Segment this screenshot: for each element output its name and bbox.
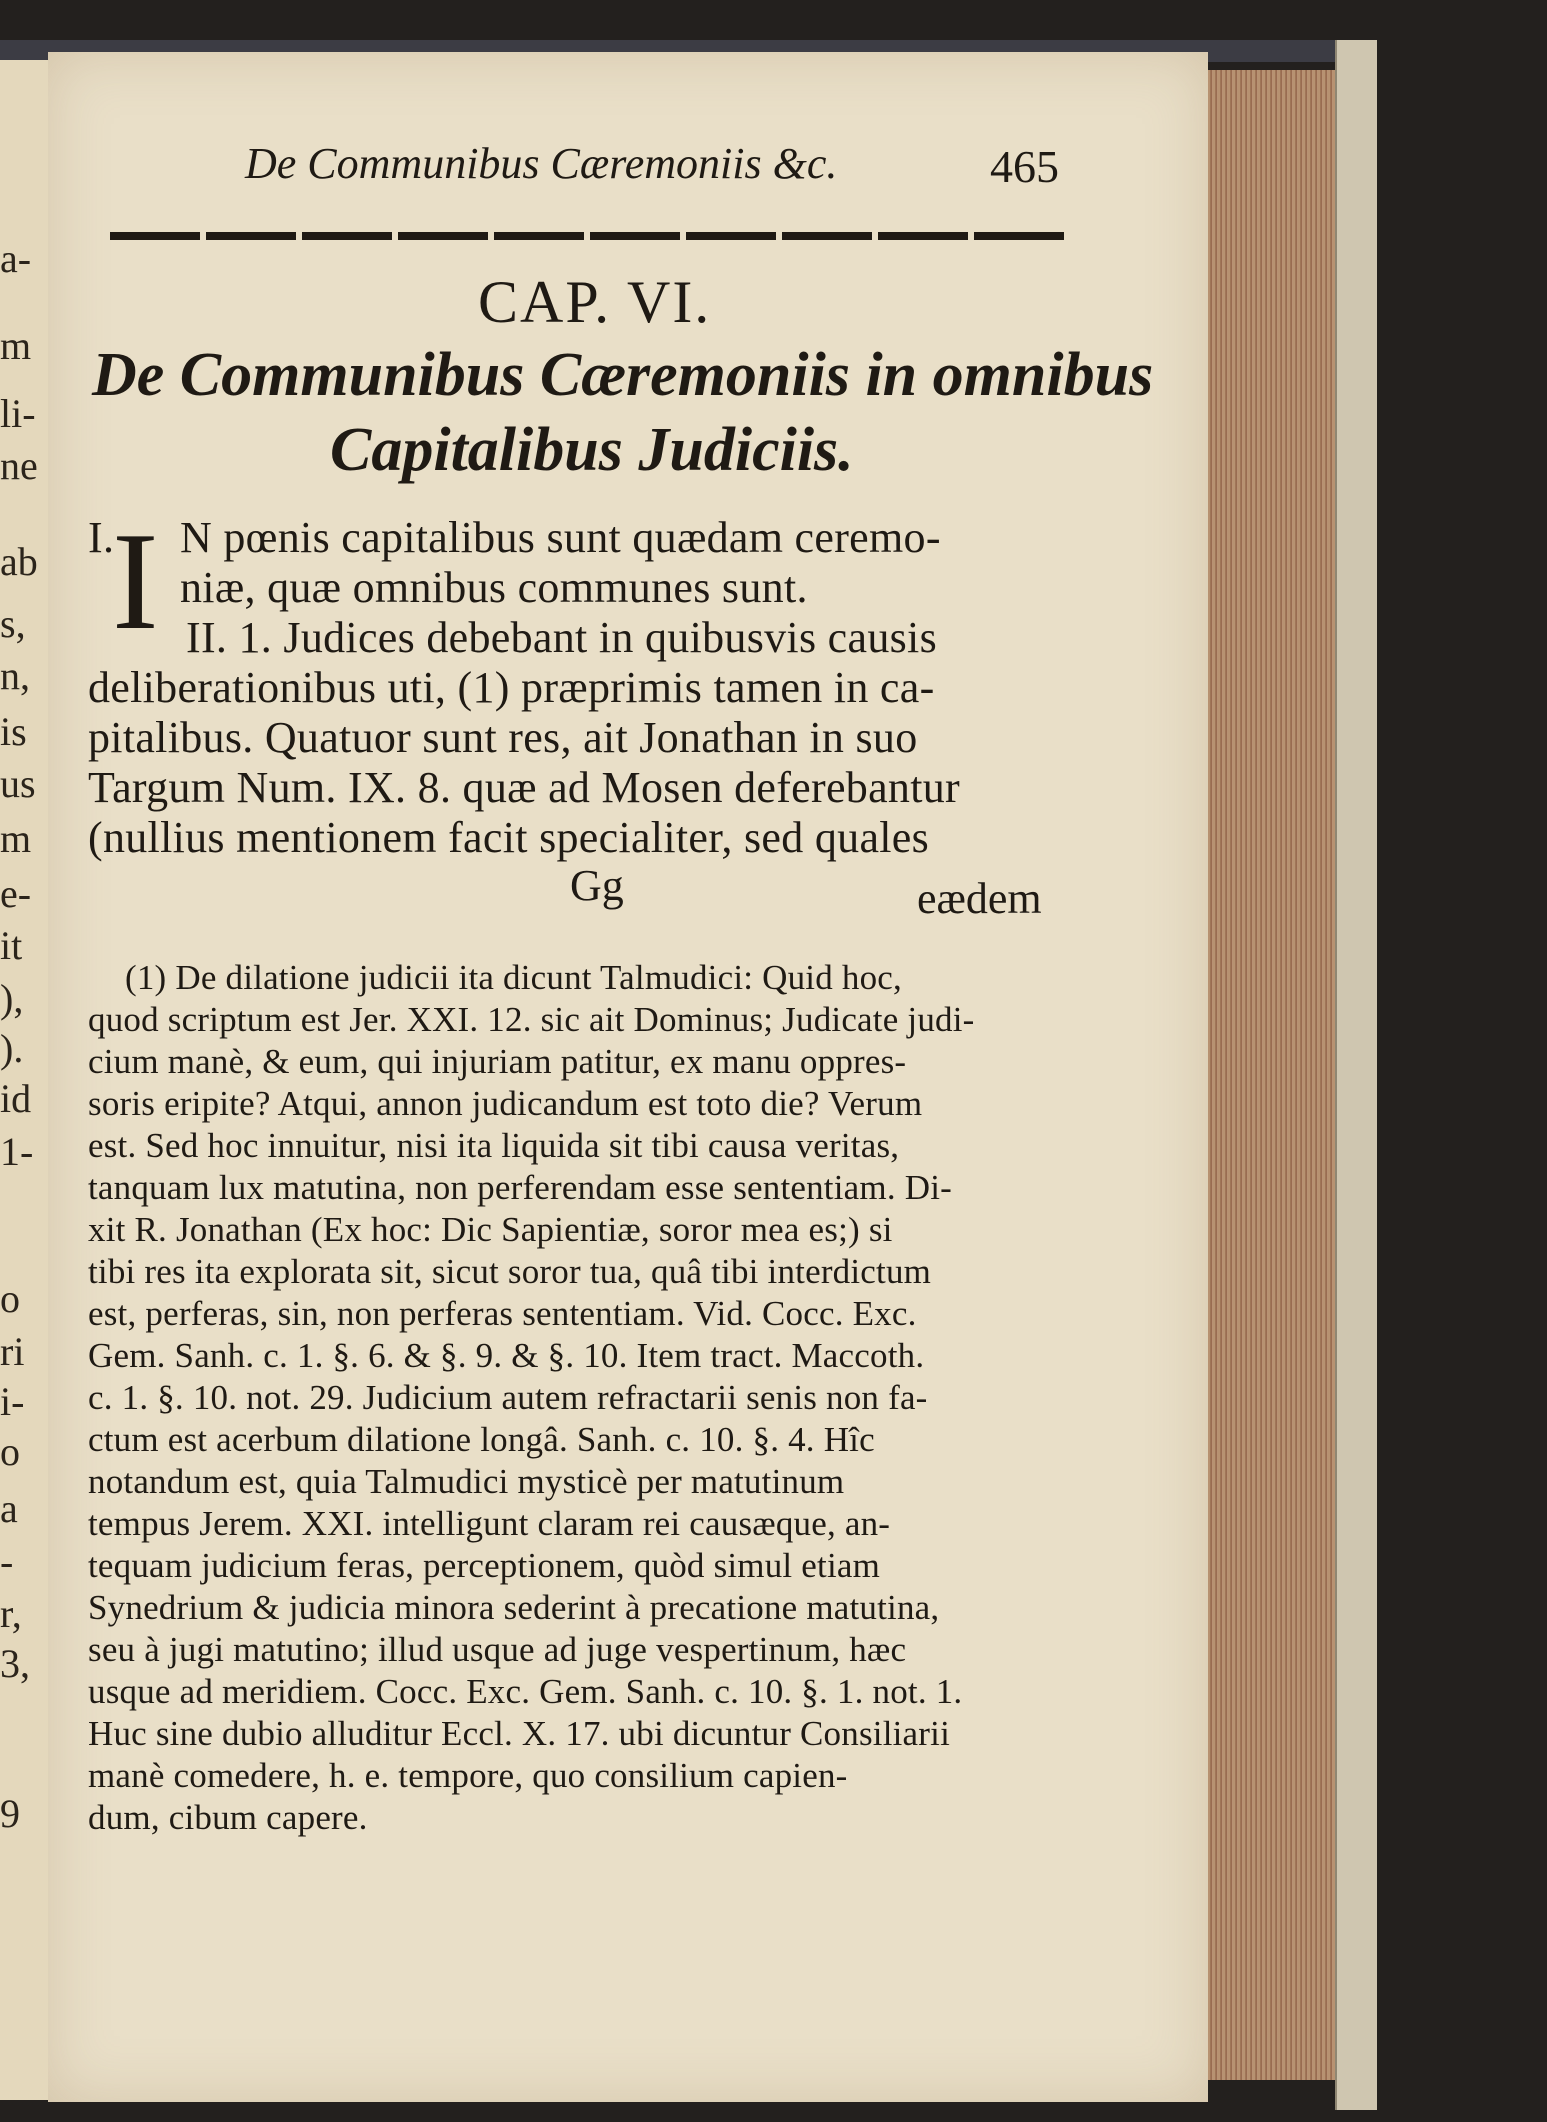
prev-fragment: 1- — [0, 1129, 34, 1174]
footnote-line: tempus Jerem. XXI. intelligunt claram rei causæque, an- — [88, 1504, 891, 1543]
footnote-line: Synedrium & judicia minora sederint à precatione matutina, — [88, 1588, 940, 1627]
body-line: pitalibus. Quatuor sunt res, ait Jonathan in suo — [88, 713, 918, 762]
prev-fragment: 3, — [0, 1641, 30, 1686]
footnote-line: notandum est, quia Talmudici mysticè per matutinum — [88, 1462, 845, 1501]
footnote-line: tibi res ita explorata sit, sicut soror tua, quâ tibi interdictum — [88, 1252, 932, 1291]
footnote-line: tanquam lux matutina, non perferendam esse sententiam. Di- — [88, 1168, 952, 1207]
footnote-line: cium manè, & eum, qui injuriam patitur, ex manu oppres- — [88, 1042, 907, 1081]
prev-fragment: is — [0, 709, 27, 754]
prev-fragment: s, — [0, 601, 26, 646]
prev-fragment: n, — [0, 653, 30, 698]
footnote-line: est. Sed hoc innuitur, nisi ita liquida sit tibi causa veritas, — [88, 1126, 900, 1165]
prev-fragment: ne — [0, 443, 38, 488]
footnote-line: (1) De dilatione judicii ita dicunt Talmudici: Quid hoc, — [125, 958, 902, 997]
prev-fragment: m — [0, 816, 32, 861]
prev-fragment: a- — [0, 236, 32, 281]
chapter-title-line-2: Capitalibus Judiciis. — [330, 416, 854, 484]
footnote-line: ctum est acerbum dilatione longâ. Sanh. c. 10. §. 4. Hîc — [88, 1420, 875, 1459]
page-number: 465 — [990, 141, 1059, 192]
drop-cap: I — [112, 504, 159, 659]
page-fore-edge — [1200, 70, 1338, 2080]
footnote-line: Huc sine dubio alluditur Eccl. X. 17. ubi dicuntur Consiliarii — [88, 1714, 950, 1753]
previous-page-edge — [0, 60, 48, 2100]
prev-fragment: li- — [0, 391, 36, 436]
header-rule — [110, 232, 1070, 240]
footnote-line: est, perferas, sin, non perferas sententiam. Vid. Cocc. Exc. — [88, 1294, 917, 1333]
catchword: eædem — [917, 874, 1042, 923]
body-line: (nullius mentionem facit specialiter, sed quales — [88, 813, 930, 862]
footnote-line: tequam judicium feras, perceptionem, quòd simul etiam — [88, 1546, 881, 1585]
prev-fragment: r, — [0, 1591, 22, 1636]
prev-fragment: id — [0, 1076, 32, 1121]
footnote-line: Gem. Sanh. c. 1. §. 6. & §. 9. & §. 10. Item tract. Maccoth. — [88, 1336, 925, 1375]
footnote-line: quod scriptum est Jer. XXI. 12. sic ait Dominus; Judicate judi- — [88, 1000, 975, 1039]
footnote-line: dum, cibum capere. — [88, 1798, 368, 1837]
prev-fragment: ab — [0, 539, 38, 584]
prev-fragment: - — [0, 1539, 14, 1584]
prev-fragment: e- — [0, 871, 32, 916]
prev-fragment: m — [0, 323, 32, 368]
chapter-heading: CAP. VI. — [478, 269, 712, 335]
footnote-line: manè comedere, h. e. tempore, quo consilium capien- — [88, 1756, 848, 1795]
body-line: deliberationibus uti, (1) præprimis tamen in ca- — [88, 663, 935, 712]
signature-mark: Gg — [570, 861, 624, 910]
prev-fragment: o — [0, 1276, 20, 1321]
body-line: N pœnis capitalibus sunt quædam ceremo- — [180, 513, 941, 562]
footnote-line: soris eripite? Atqui, annon judicandum est toto die? Verum — [88, 1084, 923, 1123]
prev-fragment: ri — [0, 1329, 25, 1374]
body-line: Targum Num. IX. 8. quæ ad Mosen deferebantur — [88, 763, 960, 812]
book-cover-board — [1335, 40, 1377, 2110]
footnote-line: c. 1. §. 10. not. 29. Judicium autem refractarii senis non fa- — [88, 1378, 928, 1417]
prev-fragment: 9 — [0, 1791, 20, 1836]
prev-fragment: i- — [0, 1379, 25, 1424]
prev-fragment: ). — [0, 1026, 24, 1071]
body-line: II. 1. Judices debebant in quibusvis causis — [186, 613, 937, 662]
running-head: De Communibus Cæremoniis &c. — [245, 139, 838, 188]
prev-fragment: a — [0, 1486, 18, 1531]
footnote-line: seu à jugi matutino; illud usque ad juge vespertinum, hæc — [88, 1630, 907, 1669]
chapter-title-line-1: De Communibus Cæremoniis in omnibus — [92, 341, 1154, 409]
footnote-line: xit R. Jonathan (Ex hoc: Dic Sapientiæ, soror mea es;) si — [88, 1210, 893, 1249]
footnote-line: usque ad meridiem. Cocc. Exc. Gem. Sanh. c. 10. §. 1. not. 1. — [88, 1672, 963, 1711]
prev-fragment: it — [0, 923, 23, 968]
prev-fragment: o — [0, 1429, 20, 1474]
prev-fragment: us — [0, 761, 36, 806]
prev-fragment: ), — [0, 976, 24, 1021]
body-line: niæ, quæ omnibus communes sunt. — [180, 563, 808, 612]
paragraph-number: I. — [88, 513, 115, 562]
